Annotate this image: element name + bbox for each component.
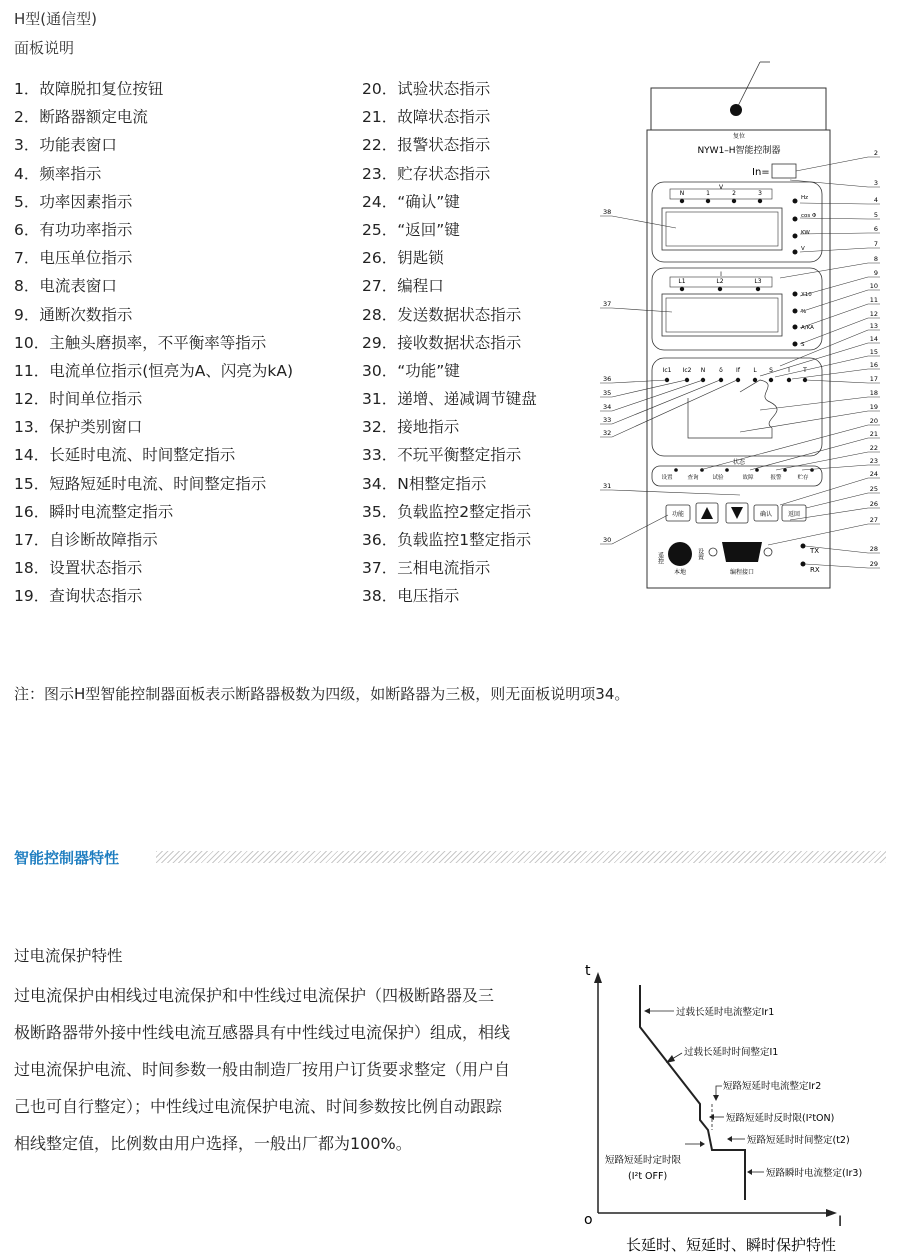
rx-label: RX [810, 566, 820, 574]
arrow-icon-ir3 [747, 1169, 752, 1175]
curve-caption: 长延时、短延时、瞬时保护特性 [625, 1236, 837, 1254]
callout-number: 32 [603, 429, 612, 437]
callout-number: 36 [603, 375, 612, 383]
i-unit-led [793, 292, 798, 297]
legend-item: 29．接收数据状态指示 [362, 333, 522, 352]
callout-number: 38 [603, 208, 612, 216]
voltage-window [662, 208, 782, 250]
callout-number: 30 [603, 536, 612, 544]
key-lock[interactable] [668, 542, 692, 566]
legend-item: 19．查询状态指示 [14, 587, 143, 606]
v-unit-led [793, 199, 798, 204]
arrow-icon-ir1 [644, 1008, 650, 1014]
callout-number: 28 [869, 545, 878, 553]
callout-number: 25 [869, 485, 878, 493]
i-phase-label: L1 [678, 278, 686, 285]
v-unit-led [793, 217, 798, 222]
reset-button[interactable] [730, 104, 742, 116]
header-subtitle: 面板说明 [14, 39, 75, 57]
v-phase-label: 1 [706, 190, 710, 197]
protection-curve-diagram [575, 955, 890, 1255]
callout-number: 23 [869, 457, 878, 465]
v-unit-led [793, 234, 798, 239]
callout-number: 26 [869, 500, 878, 508]
label-i2toff-sub: (I²t OFF) [628, 1171, 668, 1182]
in-label: In= [752, 167, 770, 178]
legend-item: 12．时间单位指示 [14, 390, 143, 409]
callout-number: 11 [869, 296, 878, 304]
section-subtitle: 过电流保护特性 [14, 947, 123, 965]
i-unit-led [793, 325, 798, 330]
i-label: I [720, 271, 722, 278]
legend-item: 8．电流表窗口 [14, 277, 117, 296]
legend-item: 11．电流单位指示(恒亮为A、闪亮为kA) [14, 361, 294, 380]
status-button-label: 试验 [712, 475, 724, 481]
legend-item: 25．“返回”键 [362, 220, 460, 239]
header-title: H型(通信型) [14, 10, 97, 28]
legend-item: 7．电压单位指示 [14, 249, 133, 268]
legend-item: 14．长延时电流、时间整定指示 [14, 446, 236, 465]
v-unit-led [793, 250, 798, 255]
i-unit-label: A/KA [801, 325, 814, 331]
i-phase-label: L3 [754, 278, 762, 285]
legend-item: 10．主触头磨损率，不平衡率等指示 [14, 333, 267, 352]
protection-label: If [736, 367, 740, 374]
status-button-label: 查询 [687, 475, 699, 481]
tx-led [801, 544, 806, 549]
callout-number: 14 [869, 335, 878, 343]
v-label: V [718, 184, 724, 191]
i-phase-led [718, 287, 722, 291]
i-phase-label: L2 [716, 278, 724, 285]
legend-item: 38．电压指示 [362, 587, 460, 606]
legend-item: 27．编程口 [362, 277, 444, 296]
label-t2: 短路短延时时间整定(t2) [747, 1135, 850, 1146]
callout-number: 17 [869, 375, 878, 383]
model-label: NYW1–H智能控制器 [697, 146, 781, 156]
protection-label: I [788, 367, 790, 374]
i-axis-label: I [838, 1214, 843, 1230]
callout-number: 27 [869, 516, 878, 524]
prog-port-label: 编程接口 [729, 569, 755, 576]
callout-number: 20 [869, 417, 878, 425]
legend-item: 37．三相电流指示 [362, 559, 491, 578]
legend-item: 5．功率因素指示 [14, 192, 133, 211]
reset-label: 复位 [732, 133, 746, 140]
protection-label: S [769, 367, 773, 374]
paragraph-line: 过电流保护由相线过电流保护和中性线过电流保护（四极断路器及三 [14, 986, 495, 1005]
status-button-label: 故障 [742, 475, 754, 481]
legend-item: 24．“确认”键 [362, 192, 460, 211]
label-i2toff: 短路短延时定时限 [605, 1155, 682, 1166]
callout-number: 12 [869, 310, 878, 318]
callout-number: 9 [873, 269, 878, 277]
callout-number: 35 [603, 389, 612, 397]
status-led [810, 468, 814, 472]
v-phase-led [758, 199, 762, 203]
v-phase-label: 2 [732, 190, 736, 197]
legend-item: 36．负载监控1整定指示 [362, 531, 532, 549]
callout-number: 37 [603, 300, 612, 308]
legend-item: 26．钥匙锁 [362, 249, 444, 268]
callout-number: 4 [873, 196, 878, 204]
v-unit-label: cos Φ [801, 213, 817, 219]
panel-note: 注：图示H型智能控制器面板表示断路器极数为四级，如断路器为三极，则无面板说明项34。 [14, 685, 630, 703]
legend-item: 22．报警状态指示 [362, 136, 491, 155]
section-paragraph [14, 977, 569, 1162]
arrow-icon-i1 [666, 1055, 675, 1063]
v-phase-label: 3 [758, 190, 762, 197]
protection-label: T [803, 367, 807, 374]
arrow-icon-t2 [727, 1136, 732, 1142]
callout-number: 10 [869, 282, 878, 290]
callout-number: 13 [869, 322, 878, 330]
t-axis-arrow-icon [594, 972, 602, 983]
protection-label: Ic2 [682, 367, 692, 374]
callout-number: 19 [869, 403, 878, 411]
protection-label: δ [719, 367, 723, 374]
legend-item: 1．故障脱扣复位按钮 [14, 80, 164, 98]
protection-led [787, 378, 791, 382]
legend-item: 35．负载监控2整定指示 [362, 502, 532, 521]
legend-item: 30．“功能”键 [362, 361, 460, 380]
protection-label: N [700, 367, 706, 374]
arrow-icon-i2ton [709, 1114, 714, 1120]
callout-number: 16 [869, 361, 878, 369]
callout-number: 2 [873, 149, 878, 157]
callout-number: 8 [873, 255, 878, 263]
legend-item: 20．试验状态指示 [362, 80, 491, 98]
legend-item: 3．功能表窗口 [14, 136, 117, 155]
arrow-icon-i2toff [700, 1141, 705, 1147]
paragraph-line: 相线整定值，比例数由用户选择，一般出厂都为100%。 [14, 1134, 412, 1153]
v-unit-label: KW [801, 230, 810, 236]
legend-item: 9．通断次数指示 [14, 305, 133, 324]
callout-number: 21 [869, 430, 878, 438]
legend-item: 13．保护类别窗口 [14, 418, 143, 437]
legend-item: 4．频率指示 [14, 164, 102, 183]
legend-item: 31．递增、递减调节键盘 [362, 390, 537, 409]
callout-number: 7 [873, 240, 878, 248]
arrow-icon-ir2 [713, 1095, 719, 1101]
programming-port[interactable] [722, 542, 762, 562]
origin-label: o [584, 1212, 593, 1228]
rx-led [801, 562, 806, 567]
callout-number: 15 [869, 348, 878, 356]
legend-item: 23．贮存状态指示 [362, 164, 491, 183]
i-unit-label: % [801, 309, 807, 315]
i-unit-label: X10 [801, 292, 812, 298]
local-label: 本地 [673, 569, 687, 576]
i-axis-arrow-icon [826, 1209, 837, 1217]
v-unit-label: V [801, 246, 805, 252]
legend-item: 28．发送数据状态指示 [362, 305, 522, 324]
callout-number: 29 [869, 560, 878, 568]
legend-item: 15．短路短延时电流、时间整定指示 [14, 474, 267, 493]
legend-item: 33．不玩平衡整定指示 [362, 446, 522, 465]
protection-led [769, 378, 773, 382]
v-phase-led [732, 199, 736, 203]
legend-item: 34．N相整定指示 [362, 474, 487, 493]
controller-panel-diagram [596, 60, 886, 620]
label-ir2: 短路短延时电流整定Ir2 [723, 1081, 822, 1092]
callout-number: 34 [603, 403, 612, 411]
label-i2ton: 短路短延时反时限(I²tON) [726, 1113, 835, 1124]
remote-label: 遥控 [656, 552, 664, 564]
status-label: 状态 [732, 459, 746, 466]
label-ir1: 过载长延时电流整定Ir1 [676, 1007, 775, 1018]
label-i1: 过载长延时时间整定I1 [684, 1047, 779, 1058]
i-phase-led [756, 287, 760, 291]
status-button-label: 设置 [661, 475, 673, 481]
legend-item: 18．设置状态指示 [14, 559, 143, 578]
current-window [662, 294, 782, 336]
legend-item: 32．接地指示 [362, 418, 460, 437]
function-key-label: 功能 [671, 511, 685, 518]
label-ir3: 短路瞬时电流整定(Ir3) [766, 1168, 863, 1179]
status-button-label: 报警 [770, 475, 782, 481]
protection-led [753, 378, 757, 382]
i-phase-led [680, 287, 684, 291]
legend-right [362, 75, 537, 611]
paragraph-line: 过电流保护电流、时间参数一般由制造厂按用户订货要求整定（用户自 [14, 1060, 511, 1079]
callout-number: 6 [873, 225, 878, 233]
callout-number: 22 [869, 444, 878, 452]
legend-left [14, 75, 293, 611]
v-phase-label: N [679, 190, 685, 197]
i-unit-label: S [801, 342, 805, 348]
t-axis-label: t [585, 963, 591, 979]
paragraph-line: 己也可自行整定）；中性线过电流保护电流、时间参数按比例自动跟踪 [14, 1097, 503, 1116]
paragraph-line: 极断路器带外接中性线电流互感器具有中性线过电流保护）组成，相线 [14, 1023, 511, 1042]
rated-current-window [772, 164, 796, 178]
legend-item: 6．有功功率指示 [14, 220, 133, 239]
v-phase-led [706, 199, 710, 203]
legend-item: 16．瞬时电流整定指示 [14, 502, 174, 521]
status-led [674, 468, 678, 472]
confirm-key-label: 确认 [759, 511, 773, 518]
legend-item: 17．自诊断故障指示 [14, 531, 158, 549]
v-unit-label: Hz [801, 195, 809, 201]
callout-number: 3 [873, 179, 878, 187]
legend-item: 2．断路器额定电流 [14, 108, 148, 127]
callout-number: 24 [869, 470, 878, 478]
legend-item: 21．故障状态指示 [362, 108, 491, 127]
callout-number: 31 [603, 482, 612, 490]
section-title: 智能控制器特性 [14, 849, 120, 867]
protection-label: Ic1 [662, 367, 672, 374]
callout-number: 18 [869, 389, 878, 397]
protection-label: L [753, 367, 757, 374]
status-led [725, 468, 729, 472]
v-phase-led [680, 199, 684, 203]
return-key-label: 返回 [787, 511, 801, 518]
tx-label: TX [810, 547, 820, 555]
i-unit-led [793, 309, 798, 314]
arrow-line-ir2 [716, 1086, 722, 1096]
section-divider [156, 851, 886, 863]
setting-label: 设置 [696, 548, 704, 560]
i-unit-led [793, 342, 798, 347]
callout-number: 33 [603, 416, 612, 424]
status-button-label: 贮存 [797, 475, 809, 481]
callout-number: 5 [873, 211, 878, 219]
